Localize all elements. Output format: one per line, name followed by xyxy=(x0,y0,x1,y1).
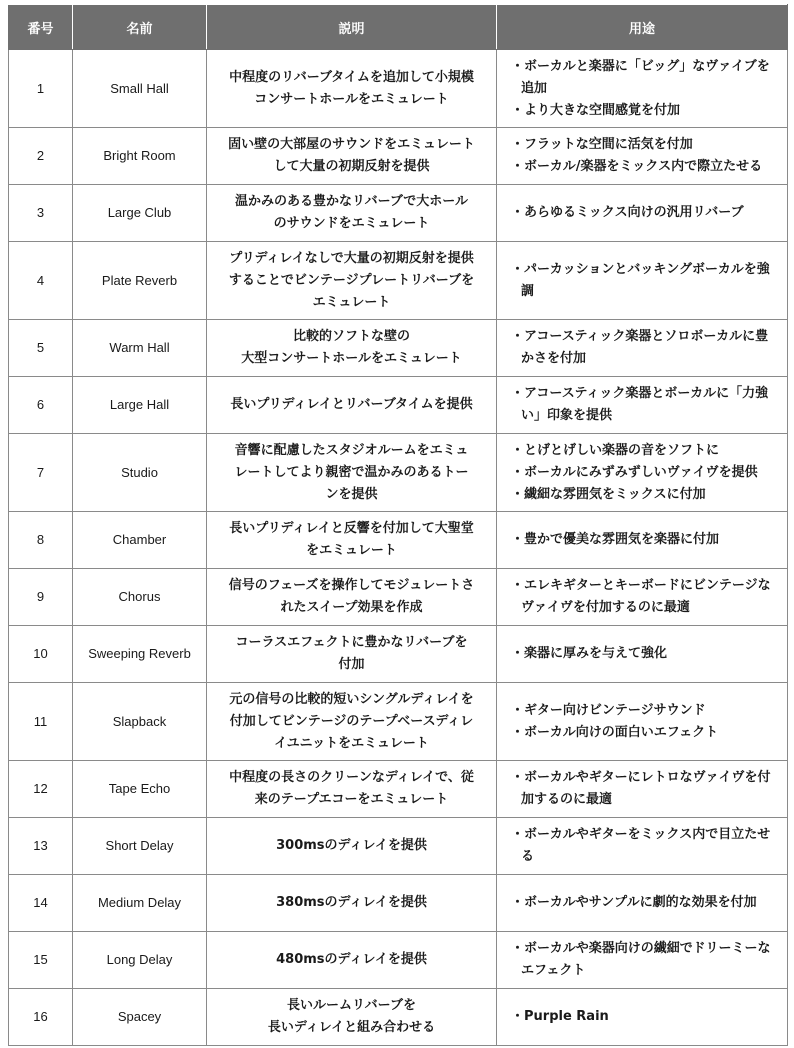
effect-usage xyxy=(497,50,788,128)
effect-number: 13 xyxy=(9,818,73,875)
effect-usage xyxy=(497,818,788,875)
usage-item: ・ギター向けビンテージサウンド xyxy=(511,702,706,718)
description-line: プリディレイなしで大量の初期反射を提供 xyxy=(229,250,474,266)
usage-item: ・Purple Rain xyxy=(511,1009,609,1024)
effect-name: Warm Hall xyxy=(73,320,207,377)
description-line: 380msのディレイを提供 xyxy=(276,895,427,910)
effect-usage xyxy=(497,626,788,683)
description-line: をエミュレート xyxy=(306,543,397,558)
effect-description xyxy=(207,875,497,932)
effect-description xyxy=(207,626,497,683)
effect-number: 6 xyxy=(9,377,73,434)
effect-description xyxy=(207,569,497,626)
effect-number: 11 xyxy=(9,683,73,761)
effects-table xyxy=(8,4,788,1046)
usage-item: ・楽器に厚みを与えて強化 xyxy=(511,646,668,661)
effect-name: Large Club xyxy=(73,185,207,242)
description-line: エミュレート xyxy=(312,294,391,310)
description-line: コーラスエフェクトに豊かなリバーブを xyxy=(235,635,468,650)
description-line: 温かみのある豊かなリバーブで大ホール xyxy=(234,194,469,209)
effect-number: 2 xyxy=(9,128,73,185)
usage-item: ・ボーカル/楽器をミックス内で際立たせる xyxy=(511,159,763,174)
effect-number: 5 xyxy=(9,320,73,377)
effect-number: 9 xyxy=(9,569,73,626)
table-row xyxy=(9,569,788,626)
description-line: 固い壁の大部屋のサウンドをエミュレート xyxy=(228,137,475,152)
effect-name: Bright Room xyxy=(73,128,207,185)
effect-number: 15 xyxy=(9,932,73,989)
effect-number: 3 xyxy=(9,185,73,242)
table-row xyxy=(9,818,788,875)
description-line: 信号のフェーズを操作してモジュレートさ xyxy=(228,578,475,593)
effect-usage xyxy=(497,512,788,569)
table-row xyxy=(9,683,788,761)
effect-name: Short Delay xyxy=(73,818,207,875)
usage-item: ・ボーカル向けの面白いエフェクト xyxy=(511,724,719,740)
header-description: 説明 xyxy=(207,5,497,50)
description-line: ンを提供 xyxy=(325,486,378,502)
description-line: のサウンドをエミュレート xyxy=(273,216,430,231)
description-line: 来のテープエコーをエミュレート xyxy=(254,792,449,807)
effect-number: 4 xyxy=(9,242,73,320)
description-line: 付加 xyxy=(338,657,365,672)
effect-number: 1 xyxy=(9,50,73,128)
description-line: 長いプリディレイと反響を付加して大聖堂 xyxy=(229,521,474,536)
effect-description xyxy=(207,932,497,989)
table-row xyxy=(9,377,788,434)
usage-item: ・ボーカルにみずみずしいヴァイヴを提供 xyxy=(511,464,758,480)
effect-usage xyxy=(497,683,788,761)
description-line: れたスイープ効果を作成 xyxy=(280,600,423,615)
effect-name: Studio xyxy=(73,434,207,512)
header-name: 名前 xyxy=(73,5,207,50)
table-row xyxy=(9,50,788,128)
usage-item: ・エレキギターとキーボードにビンテージなヴァイヴを付加するのに最適 xyxy=(511,578,771,615)
effect-usage xyxy=(497,932,788,989)
table-row xyxy=(9,989,788,1046)
effect-name: Long Delay xyxy=(73,932,207,989)
description-line: 長いプリディレイとリバーブタイムを提供 xyxy=(230,397,473,412)
table-body xyxy=(9,50,788,1046)
effect-number: 14 xyxy=(9,875,73,932)
usage-item: ・パーカッションとバッキングボーカルを強調 xyxy=(511,261,770,299)
description-line: 元の信号の比較的短いシングルディレイを xyxy=(229,691,474,707)
effect-name: Small Hall xyxy=(73,50,207,128)
description-line: レートしてより親密で温かみのあるトー xyxy=(234,464,469,480)
effect-usage xyxy=(497,320,788,377)
description-line: 大型コンサートホールをエミュレート xyxy=(241,351,462,366)
description-line: 長いディレイと組み合わせる xyxy=(267,1020,436,1035)
header-number: 番号 xyxy=(9,5,73,50)
effect-usage xyxy=(497,761,788,818)
effect-name: Tape Echo xyxy=(73,761,207,818)
effect-description xyxy=(207,50,497,128)
table-row xyxy=(9,320,788,377)
usage-item: ・あらゆるミックス向けの汎用リバーブ xyxy=(511,205,744,220)
effect-name: Chamber xyxy=(73,512,207,569)
effect-description xyxy=(207,683,497,761)
effect-usage xyxy=(497,875,788,932)
effect-description xyxy=(207,434,497,512)
usage-item: ・ボーカルやサンプルに劇的な効果を付加 xyxy=(511,895,757,910)
description-line: することでビンテージプレートリバーブを xyxy=(228,272,475,288)
description-line: して大量の初期反射を提供 xyxy=(273,159,430,174)
effect-name: Chorus xyxy=(73,569,207,626)
effect-number: 8 xyxy=(9,512,73,569)
description-line: 付加してビンテージのテープベースディレ xyxy=(229,713,474,729)
effect-description xyxy=(207,242,497,320)
table-row xyxy=(9,242,788,320)
header-row xyxy=(9,5,788,50)
table-row xyxy=(9,875,788,932)
usage-item: ・ボーカルや楽器向けの繊細でドリーミーなエフェクト xyxy=(511,941,771,978)
description-line: 中程度の長さのクリーンなディレイで、従 xyxy=(229,770,474,785)
effect-name: Plate Reverb xyxy=(73,242,207,320)
effect-name: Slapback xyxy=(73,683,207,761)
effect-name: Medium Delay xyxy=(73,875,207,932)
usage-item: ・繊細な雰囲気をミックスに付加 xyxy=(511,486,706,502)
effect-usage xyxy=(497,242,788,320)
usage-item: ・アコースティック楽器とボーカルに「力強い」印象を提供 xyxy=(511,386,769,423)
usage-item: ・ボーカルやギターをミックス内で目立たせる xyxy=(511,827,771,864)
table-row xyxy=(9,128,788,185)
description-line: 480msのディレイを提供 xyxy=(276,952,427,967)
effect-number: 7 xyxy=(9,434,73,512)
effect-usage xyxy=(497,377,788,434)
effect-description xyxy=(207,512,497,569)
usage-item: ・とげとげしい楽器の音をソフトに xyxy=(511,442,720,458)
effect-number: 12 xyxy=(9,761,73,818)
description-line: 300msのディレイを提供 xyxy=(276,838,427,853)
usage-item: ・豊かで優美な雰囲気を楽器に付加 xyxy=(511,532,720,547)
table-row xyxy=(9,434,788,512)
usage-item: ・フラットな空間に活気を付加 xyxy=(511,137,693,152)
effect-description xyxy=(207,377,497,434)
effect-usage xyxy=(497,185,788,242)
table-row xyxy=(9,932,788,989)
usage-item: ・ボーカルと楽器に「ビッグ」なヴァイブを追加 xyxy=(511,58,770,96)
description-line: 長いルームリバーブを xyxy=(287,998,416,1013)
description-line: イユニットをエミュレート xyxy=(274,735,429,751)
effect-number: 16 xyxy=(9,989,73,1046)
usage-item: ・ボーカルやギターにレトロなヴァイヴを付加するのに最適 xyxy=(511,770,771,807)
effect-description xyxy=(207,761,497,818)
effect-usage xyxy=(497,989,788,1046)
effect-description xyxy=(207,128,497,185)
table-row xyxy=(9,761,788,818)
table-row xyxy=(9,185,788,242)
effect-usage xyxy=(497,128,788,185)
description-line: 中程度のリバーブタイムを追加して小規模 xyxy=(229,69,474,85)
effect-description xyxy=(207,320,497,377)
effect-number: 10 xyxy=(9,626,73,683)
effect-name: Large Hall xyxy=(73,377,207,434)
effect-usage xyxy=(497,434,788,512)
effect-description xyxy=(207,185,497,242)
table-row xyxy=(9,512,788,569)
description-line: コンサートホールをエミュレート xyxy=(254,91,449,107)
header-usage: 用途 xyxy=(497,5,788,50)
effect-name: Spacey xyxy=(73,989,207,1046)
effect-usage xyxy=(497,569,788,626)
effect-name: Sweeping Reverb xyxy=(73,626,207,683)
effect-description xyxy=(207,989,497,1046)
usage-item: ・より大きな空間感覚を付加 xyxy=(511,102,681,118)
table-row xyxy=(9,626,788,683)
description-line: 比較的ソフトな壁の xyxy=(292,329,410,344)
table-header xyxy=(9,5,788,50)
usage-item: ・アコースティック楽器とソロボーカルに豊かさを付加 xyxy=(511,329,769,366)
description-line: 音響に配慮したスタジオルームをエミュ xyxy=(234,442,469,458)
effect-description xyxy=(207,818,497,875)
